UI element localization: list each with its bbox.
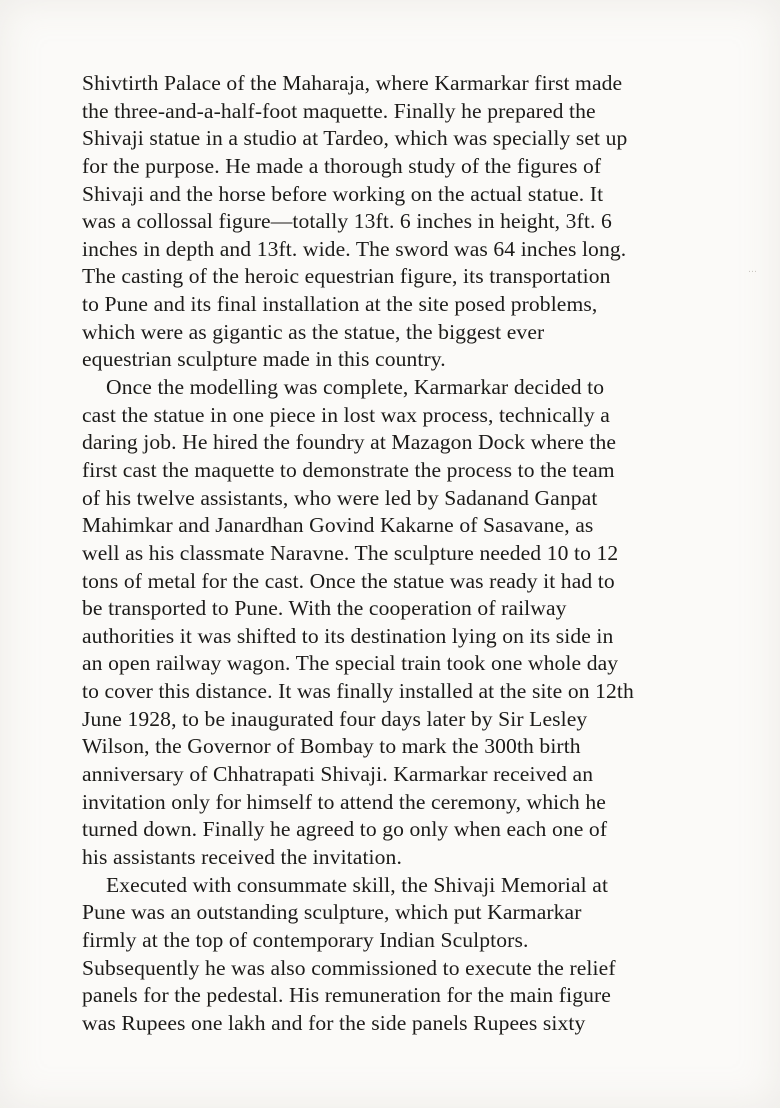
text-line: Shivtirth Palace of the Maharaja, where Karmarkar first made xyxy=(82,71,623,95)
text-line: tons of metal for the cast. Once the statue was ready it had to xyxy=(82,568,615,593)
text-line: equestrian sculpture made in this country. xyxy=(82,347,446,372)
text-line: be transported to Pune. With the cooperation of railway xyxy=(82,596,567,621)
text-line: invitation only for himself to attend the ceremony, which he xyxy=(82,789,606,814)
text-line: was Rupees one lakh and for the side panels Rupees sixty xyxy=(82,1010,586,1035)
text-line: authorities it was shifted to its destination lying on its side in xyxy=(82,623,614,648)
text-line: an open railway wagon. The special train took one whole day xyxy=(82,651,619,676)
text-line: to cover this distance. It was finally installed at the site on 12th xyxy=(82,679,634,704)
paragraph xyxy=(82,374,732,872)
text-line: Shivaji statue in a studio at Tardeo, which was specially set up xyxy=(82,126,628,151)
paragraph xyxy=(82,872,732,1038)
text-line: to Pune and its final installation at the site posed problems, xyxy=(82,292,598,317)
paragraph xyxy=(82,70,732,374)
page-speck-mark: … xyxy=(748,265,757,275)
text-line: Wilson, the Governor of Bombay to mark the 300th birth xyxy=(82,734,581,759)
text-line: Once the modelling was complete, Karmarkar decided to xyxy=(106,375,605,400)
text-line: well as his classmate Naravne. The sculpture needed 10 to 12 xyxy=(82,540,619,565)
text-line: Executed with consummate skill, the Shivaji Memorial at xyxy=(106,872,609,897)
text-line: June 1928, to be inaugurated four days later by Sir Lesley xyxy=(82,706,588,731)
body-text xyxy=(82,70,732,1037)
text-line: firmly at the top of contemporary Indian Sculptors. xyxy=(82,927,529,952)
text-line: Shivaji and the horse before working on the actual statue. It xyxy=(82,181,604,206)
text-line: inches in depth and 13ft. wide. The sword was 64 inches long. xyxy=(82,236,627,261)
text-line: panels for the pedestal. His remuneration for the main figure xyxy=(82,983,611,1008)
text-line: for the purpose. He made a thorough study of the figures of xyxy=(82,153,602,178)
text-line: cast the statue in one piece in lost wax process, technically a xyxy=(82,402,610,427)
text-line: his assistants received the invitation. xyxy=(82,844,402,869)
text-line: anniversary of Chhatrapati Shivaji. Karmarkar received an xyxy=(82,762,594,787)
text-line: The casting of the heroic equestrian figure, its transportation xyxy=(82,264,611,289)
text-line: was a collossal figure—totally 13ft. 6 inches in height, 3ft. 6 xyxy=(82,209,612,234)
text-line: first cast the maquette to demonstrate the process to the team xyxy=(82,457,615,482)
text-line: the three-and-a-half-foot maquette. Finally he prepared the xyxy=(82,98,596,123)
text-line: daring job. He hired the foundry at Mazagon Dock where the xyxy=(82,430,617,455)
text-line: turned down. Finally he agreed to go only when each one of xyxy=(82,817,608,842)
text-line: Subsequently he was also commissioned to execute the relief xyxy=(82,955,616,980)
text-line: Mahimkar and Janardhan Govind Kakarne of Sasavane, as xyxy=(82,513,594,538)
text-line: which were as gigantic as the statue, the biggest ever xyxy=(82,319,545,344)
text-line: Pune was an outstanding sculpture, which put Karmarkar xyxy=(82,900,582,925)
text-line: of his twelve assistants, who were led by Sadanand Ganpat xyxy=(82,485,598,510)
